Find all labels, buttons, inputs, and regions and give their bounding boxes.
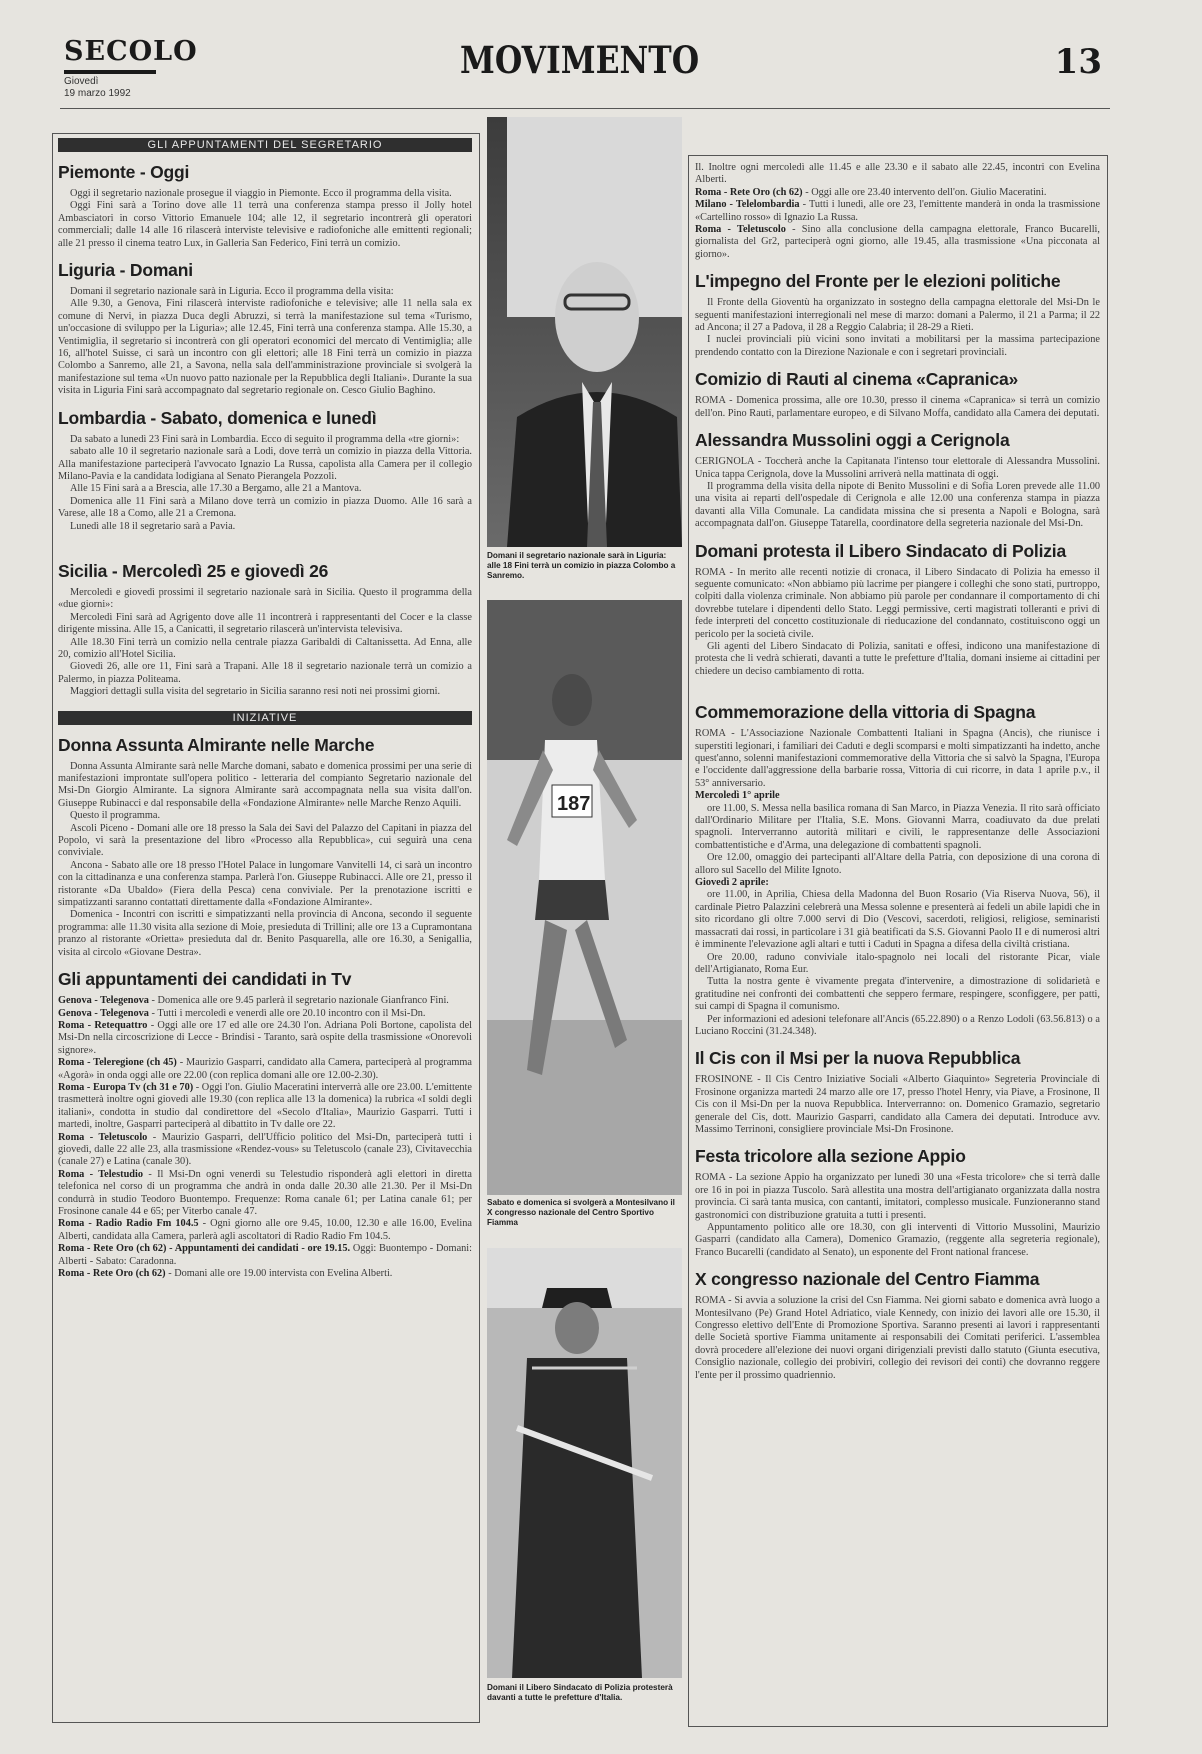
article-rauti: ROMA - Domenica prossima, alle ore 10.30, presso il cinema «Capranica» si terrà un comizio dell'on. Pino Rauti, parlamentare europeo, e di Silvano Moffa, candidato alla Camera dei deputati.	[695, 395, 1100, 419]
issue-date: Giovedì 19 marzo 1992	[64, 76, 131, 99]
section-title: MOVIMENTO	[460, 38, 700, 82]
photo-runner	[487, 600, 682, 1195]
headline-spagna: Commemorazione della vittoria di Spagna	[695, 702, 1036, 723]
article-lombardia: Da sabato a lunedì 23 Fini sarà in Lombardia. Ecco di seguito il programma della «tre giorni»: sabato alle 10 il segretario nazionale sarà a Lodi, dove terrà un comizio in piazza della Vittoria. Alla manifestazione parteciperà l'avvocato Ignazio La Russa, capolista alla Camera per il collegio Milano-Pavia e la candidata lodigiana al Senato Pierangela Pozzoli. Alle 15 Fini sarà a a Brescia, alle 17.30 a Bergamo, alle 21 a Mantova. Domenica alle 11 Fini sarà a Milano dove terrà un comizio in piazza Duomo. Alle 16 sarà a Varese, alle 18 a Como, alle 21 a Cremona. Lunedì alle 18 il segretario sarà a Pavia.	[58, 433, 472, 532]
article-polizia: ROMA - In merito alle recenti notizie di cronaca, il Libero Sindacato di Polizia ha emesso il seguente comunicato: «Non abbiamo più lacrime per piangere i colleghi che sono stati, purtroppo, colpiti dalla violenza criminale. Non abbiamo più parole per condannare il comportamento di chi dovrebbe tutelare i dipendenti dello Stato. Leggi permissive, certi magistrati tolleranti e privi di fede interpreti del concetto costituzionale di rieducazione del condannato, costituiscono oggi un pericolo per la società civile. Gli agenti del Libero Sindacato di Polizia, sanitati e offesi, indicono una manifestazione di protesta che li vedrà schierati, davanti a tutte le prefetture d'Italia, domani insieme ai cittadini per chiedere un deciso cambiamento di rotta.	[695, 566, 1100, 677]
headline-candidati-tv: Gli appuntamenti dei candidati in Tv	[58, 969, 352, 990]
tv-item: Roma - Retequattro - Oggi alle ore 17 ed alle ore 24.30 l'on. Adriana Poli Bortone, capolista del Msi-Dn nella circoscrizione di Lecce - Brindisi - Taranto, sarà ospite della trasmissione «Onorevoli signore».	[58, 1019, 472, 1056]
caption-photo-fini: Domani il segretario nazionale sarà in Liguria: alle 18 Fini terrà un comizio in piazza Colombo a Sanremo.	[487, 551, 676, 580]
section-bar-segretario: GLI APPUNTAMENTI DEL SEGRETARIO	[58, 138, 472, 152]
article-cis: FROSINONE - Il Cis Centro Iniziative Sociali «Alberto Giaquinto» Segreteria Provinciale di Frosinone organizza martedì 24 marzo alle ore 17, presso l'hotel Henry, via Piave, a Frosinone, Il Cis con il Msi-Dn per la nuova Repubblica. Interverranno: on. Domenico Gramazio, segretario generale del Cis, dott. Maurizio Gasparri, candidato alla Camera dei deputati. Introduce avv. Massimo Terrinoni, consigliere provinciale Msi-Dn Frosinone.	[695, 1074, 1100, 1135]
tv-item: Milano - Telelombardia - Tutti i lunedì, alle ore 23, l'emittente manderà in onda la trasmissione «Cartellino rosso» di Ignazio La Russa.	[695, 199, 1100, 223]
tv-item: Roma - Teleregione (ch 45) - Maurizio Gasparri, candidato alla Camera, parteciperà al programma «Agorà» in onda oggi alle ore 22.00 (con replica domani alle ore 12.00-2.30).	[58, 1057, 472, 1081]
tv-item: Roma - Teletuscolo - Sino alla conclusione della campagna elettorale, Franco Bucarelli, giornalista del Gr2, parteciperà ogni giorno, alle 19.45, alla trasmissione «Una picconata al giorno».	[695, 224, 1100, 260]
header-divider	[60, 108, 1110, 109]
headline-fiamma: X congresso nazionale del Centro Fiamma	[695, 1269, 1040, 1290]
headline-liguria: Liguria - Domani	[58, 260, 193, 281]
article-candidati-tv-continued: Il. Inoltre ogni mercoledì alle 11.45 e alle 23.30 e il sabato alle 22.45, incontri con Evelina Alberti. Roma - Rete Oro (ch 62) - Oggi alle ore 23.40 intervento dell'on. Giulio Maceratini. Milano - Telelombardia - Tutti i lunedì, alle ore 23, l'emittente manderà in onda la trasmissione «Cartellino rosso» di Ignazio La Russa. Roma - Teletuscolo - Sino alla conclusione della campagna elettorale, Franco Bucarelli, giornalista del Gr2, parteciperà ogni giorno, alle 19.45, alla trasmissione «Una picconata al giorno».	[695, 162, 1100, 260]
article-sicilia: Mercoledì e giovedì prossimi il segretario nazionale sarà in Sicilia. Questo il programma della «due giorni»: Mercoledì Fini sarà ad Agrigento dove alle 11 incontrerà i rappresentanti del Cocer e la classe dirigente missina. Alle 15, a Canicattì, il segretario rilascerà un'intervista televisiva. Alle 18.30 Fini terrà un comizio nella centrale piazza Garibaldi di Caltanissetta. Ad Enna, alle 20, comizio all'Hotel Sicilia. Giovedì 26, alle ore 11, Fini sarà a Trapani. Alle 18 il segretario nazionale terrà un comizio a Palermo, in piazza Politeama. Maggiori dettagli sulla visita del segretario in Sicilia saranno resi noti nei prossimi giorni.	[58, 586, 472, 698]
newspaper-logo: SECOLO	[64, 36, 198, 67]
headline-appio: Festa tricolore alla sezione Appio	[695, 1146, 966, 1167]
photo-police	[487, 1248, 682, 1678]
caption-photo-police: Domani il Libero Sindacato di Polizia protesterà davanti a tutte le prefetture d'Italia.	[487, 1683, 673, 1702]
tv-item: Roma - Rete Oro (ch 62) - Appuntamenti dei candidati - ore 19.15. Oggi: Buontempo - Domani: Alberti - Sabato: Caradonna.	[58, 1243, 472, 1267]
headline-cis: Il Cis con il Msi per la nuova Repubblica	[695, 1048, 1021, 1069]
headline-polizia: Domani protesta il Libero Sindacato di Polizia	[695, 540, 1066, 561]
tv-item: Roma - Teletuscolo - Maurizio Gasparri, dell'Ufficio politico del Msi-Dn, parteciperà tutti i giovedì, dalle 22 alle 23, alla trasmissione «Rendez-vous» su Teletuscolo (canale 23), Civitavecchia (canale 27) e Latina (canale 30).	[58, 1131, 472, 1168]
headline-sicilia: Sicilia - Mercoledì 25 e giovedì 26	[58, 560, 329, 581]
article-donna-assunta: Donna Assunta Almirante sarà nelle Marche domani, sabato e domenica prossimi per una serie di manifestazioni improntate sull'opera politico - letteraria del compianto Segretario nazionale del Msi-Dn Giorgio Almirante. La signora Almirante sarà accompagnata nella sua visita dall'on. Giuseppe Rubinacci e dal responsabile della «Fondazione Almirante» nelle Marche Renzo Aquili. Questo il programma. Ascoli Piceno - Domani alle ore 18 presso la Sala dei Savi del Palazzo del Capitani in piazza del Popolo, vi sarà la presentazione del libro «Processo alla Repubblica», cui seguirà una cena conviviale. Ancona - Sabato alle ore 18 presso l'Hotel Palace in lungomare Vanvitelli 14, ci sarà un incontro con la cittadinanza e una conferenza stampa. Parlerà l'on. Giuseppe Rubinacci. Alle ore 21, presso il ristorante «Da Ubaldo» (Fiera della Pesca) cena conviviale. Per la prenotazione iscritti e simpatizzanti saranno contattati direttamente dalla «Fondazione Almirante». Domenica - Incontri con iscritti e simpatizzanti nella provincia di Ancona, secondo il seguente programma: alle 11.30 visita alla sezione di Moie, presieduta di Trillini; alle ore 13 a Cupramontana pranzo al ristorante «Orietta» presieduta dal dr. Benito Pasquarella, alle ore 16.30, a Senigallia, visita al circolo «Giovane Destra».	[58, 760, 472, 958]
headline-donna-assunta: Donna Assunta Almirante nelle Marche	[58, 734, 375, 755]
article-appio: ROMA - La sezione Appio ha organizzato per lunedì 30 una «Festa tricolore» che si terrà dalle ore 16 in poi in piazza Tuscolo. Sarà allestita una mostra dell'artigianato organizzata dalla nostra provincia. Ci sarà tanta musica, con cantanti, imitatori, complesso musicale. Funzioneranno stand gastronomici con distribuzione gratuita a tutti i presenti. Appuntamento politico alle ore 18.30, con gli interventi di Vittorio Mussolini, Maurizio Gasparri (candidato alla Camera), Domenico Gramazio, (reggente alla segreteria regionale), Franco Bucarelli (candidato al Senato), un esponente del Front national francese.	[695, 1172, 1100, 1258]
headline-fronte: L'impegno del Fronte per le elezioni politiche	[695, 271, 1061, 292]
headline-mussolini: Alessandra Mussolini oggi a Cerignola	[695, 430, 1010, 451]
article-spagna: ROMA - L'Associazione Nazionale Combattenti Italiani in Spagna (Ancis), che riunisce i superstiti legionari, i familiari dei Caduti e degli scomparsi e molti simpatizzanti ha indetto, anche quest'anno, solenni manifestazioni commemorative della Vittoria che si salvò la Spagna, l'Europa e l'occidente dall'aggressione della barbarie rossa, Vittoria di cui ricorre, in data 1 aprile p.v., il 53° anniversario. Mercoledì 1° aprile ore 11.00, S. Messa nella basilica romana di San Marco, in Piazza Venezia. Il rito sarà officiato dall'Ordinario Militare per l'Italia, S.E. Mons. Giovanni Marra, coadiuvato da due prelati spagnoli. Interverranno autorità militari e civili, le rappresentanze delle Associazioni combattentistiche e d'Arma, una delegazione di combattenti spagnoli. Ore 12.00, omaggio dei partecipanti all'Altare della Patria, con deposizione di una corona di alloro sul Sacello del Milite Ignoto. Giovedì 2 aprile: ore 11.00, in Aprilia, Chiesa della Madonna del Buon Rosario (Via Riserva Nuova, 56), il cardinale Pietro Palazzini celebrerà una Messa solenne e presenterà ai fedeli un abile lapidi che in sito ricordano gli oltre 7.000 servi di Dio (Vescovi, sacerdoti, religiosi, religiose, seminaristi massacrati dai rossi, in particolare i 31 già beatificati da S.S. Giovanni Paolo II e di numerosi altri è imminente l'elevazione agli altari e tutti i Caduti in Spagna a difesa della civiltà cristiana. Ore 20.00, raduno conviviale italo-spagnolo nei locali del ristorante Picar, viale dell'Artigianato, Roma Eur. Tutta la nostra gente è vivamente pregata d'intervenire, a dimostrazione di solidarietà e gratitudine nei confronti dei combattenti che seppero fermare, respingere, sconfiggere, per patti, sui campi di Spagna il comunismo. Per informazioni ed adesioni telefonare all'Ancis (65.22.890) o a Renzo Lodoli (63.56.813) o a Luciano Roccini (31.24.348).	[695, 728, 1100, 1037]
tv-item: Genova - Telegenova - Tutti i mercoledì e venerdì alle ore 20.10 incontro con il Msi-Dn.	[58, 1007, 426, 1019]
article-fronte: Il Fronte della Gioventù ha organizzato in sostegno della campagna elettorale del Msi-Dn le seguenti manifestazioni interregionali nel mese di marzo: domani a Palermo, il 21 a Parma; il 22 ad Ancona; il 27 a Padova, il 28 a Reggio Calabria; il 28-29 a Rieti. I nuclei provinciali più vicini sono invitati a mobilitarsi per la massima partecipazione prendendo contatto con la Direzione Nazionale e con i segretari provinciali.	[695, 297, 1100, 358]
left-column	[58, 138, 472, 1718]
svg-text:187: 187	[557, 793, 591, 815]
masthead	[60, 30, 1110, 110]
tv-item: Roma - Rete Oro (ch 62) - Oggi alle ore 23.40 intervento dell'on. Giulio Maceratini.	[695, 186, 1047, 198]
headline-lombardia: Lombardia - Sabato, domenica e lunedì	[58, 407, 377, 428]
article-piemonte: Oggi il segretario nazionale prosegue il viaggio in Piemonte. Ecco il programma della visita. Oggi Fini sarà a Torino dove alle 11 terrà una conferenza stampa presso il Jolly hotel Ambasciatori in corso Vittorio Emanuele 104; alle 12, il segretario incontrerà gli operatori commerciali; dalle 14 alle 16 rilascerà interviste televisive e radiofoniche alle emittenti regionali; alle 21 presso il cinema teatro Lux, in Galleria San Federico, Fini terrà un comizio.	[58, 188, 472, 249]
portrait-image	[487, 117, 682, 547]
logo-rule	[64, 70, 156, 74]
headline-rauti: Comizio di Rauti al cinema «Capranica»	[695, 369, 1019, 390]
article-liguria: Domani il segretario nazionale sarà in Liguria. Ecco il programma della visita: Alle 9.30, a Genova, Fini rilascerà interviste radiofoniche e televisive; alle 11 nella sala ex comune di Nervi, in piazza Duca degli Abruzzi, si terrà la manifestazione sul tema «Turismo, un'occasione di sviluppo per la Liguria»; alle 12.45, Fini terrà una conferenza stampa. Alle 15.30, a Ventimiglia, il segretario si incontrerà con gli operatori economici del mercato di Ventimiglia; alle 16, all'hotel Suisse, ci sarà un incontro con gli elettori; alle 18 Fini terrà un comizio in piazza Colombo a Sanremo, alle 21, a Savona, nella sala dell'amministrazione provinciale si svolgerà la manifestazione sul tema «Un nuovo patto nazionale per la Repubblica degli Italiani». Durante la sua visita in Liguria Fini sarà accompagnato dal segretario regionale on. Cesco Giulio Baghino.	[58, 286, 472, 397]
tv-item: Roma - Radio Radio Fm 104.5 - Ogni giorno alle ore 9.45, 10.00, 12.30 e alle 16.00, Evelina Alberti, candidata alla Camera, parlerà agli ascoltatori di Radio Radio Fm 104.5.	[58, 1218, 472, 1242]
police-image	[487, 1248, 682, 1678]
page-number: 13	[1054, 42, 1102, 82]
runner-image	[487, 600, 682, 1195]
tv-item: Roma - Rete Oro (ch 62) - Domani alle ore 19.00 intervista con Evelina Alberti.	[58, 1268, 393, 1280]
headline-piemonte: Piemonte - Oggi	[58, 162, 190, 182]
section-bar-iniziative: INIZIATIVE	[58, 711, 472, 725]
article-fiamma: ROMA - Si avvia a soluzione la crisi del Csn Fiamma. Nei giorni sabato e domenica avrà luogo a Montesilvano (Pe) Grand Hotel Adriatico, viale Kennedy, con inizio dei lavori alle ore 15.30, il Congresso elettivo dell'Ente di Promozione Sportiva. Saranno presenti ai lavori i rappresentanti delle Società sportive Fiamma unitamente ai responsabili dei Comitati periferici. L'assemblea dovrà procedere all'elezione dei nuovi organi dirigenziali previsti dallo statuto (Giunta esecutiva, Consiglio nazionale, collegio dei probiviri, collegio dei revisori dei conti) che dovranno reggere l'ente per il prossimo quadriennio.	[695, 1295, 1100, 1381]
tv-item: Genova - Telegenova - Domenica alle ore 9.45 parlerà il segretario nazionale Gianfranco Fini.	[58, 995, 449, 1007]
article-mussolini: CERIGNOLA - Toccherà anche la Capitanata l'intenso tour elettorale di Alessandra Mussolini. Unica tappa Cerignola, dove la Mussolini arriverà nella mattinata di oggi. Il programma della visita della nipote di Benito Mussolini e di Sofia Loren prevede alle 11.00 una visita ai reparti dell'ospedale di Cerignola e alle 12.00 una conferenza stampa in piazza davanti alla Villa Comunale. La candidata missina che si presenta a Napoli e Bologna, sarà accompagnata dall'on. Giuseppe Tatarella, coordinatore della segreteria nazionale del Msi-Dn.	[695, 456, 1100, 530]
photo-fini	[487, 117, 682, 547]
right-column	[695, 162, 1100, 1722]
article-candidati-tv	[58, 995, 472, 1280]
tv-item: Roma - Europa Tv (ch 31 e 70) - Oggi l'on. Giulio Maceratini interverrà alle ore 23.00. L'emittente trasmetterà inoltre ogni giovedì alle 19.30 (con replica alle 13 la domenica) la rubrica «I soldi degli italiani», condotta in studio dal condirettore del «Secolo d'Italia», Maurizio Gasparri. Tutti i martedì, inoltre, Gasparri parteciperà al dibattito in Tv dalle ore 22.	[58, 1081, 472, 1131]
caption-photo-runner: Sabato e domenica si svolgerà a Montesilvano il X congresso nazionale del Centro Sportivo Fiamma	[487, 1198, 675, 1227]
tv-item: Roma - Telestudio - Il Msi-Dn ogni venerdì su Telestudio risponderà agli elettori in diretta telefonica nel corso di un programma che andrà in onda dalle 20.30 alle 21.30. Per il Msi-Dn condurrà in studio Teodoro Buontempo. Frequenze: Roma canale 61; per Latina canale 61; per Frosinone canale 44 e 65; per Viterbo canale 47.	[58, 1168, 472, 1217]
